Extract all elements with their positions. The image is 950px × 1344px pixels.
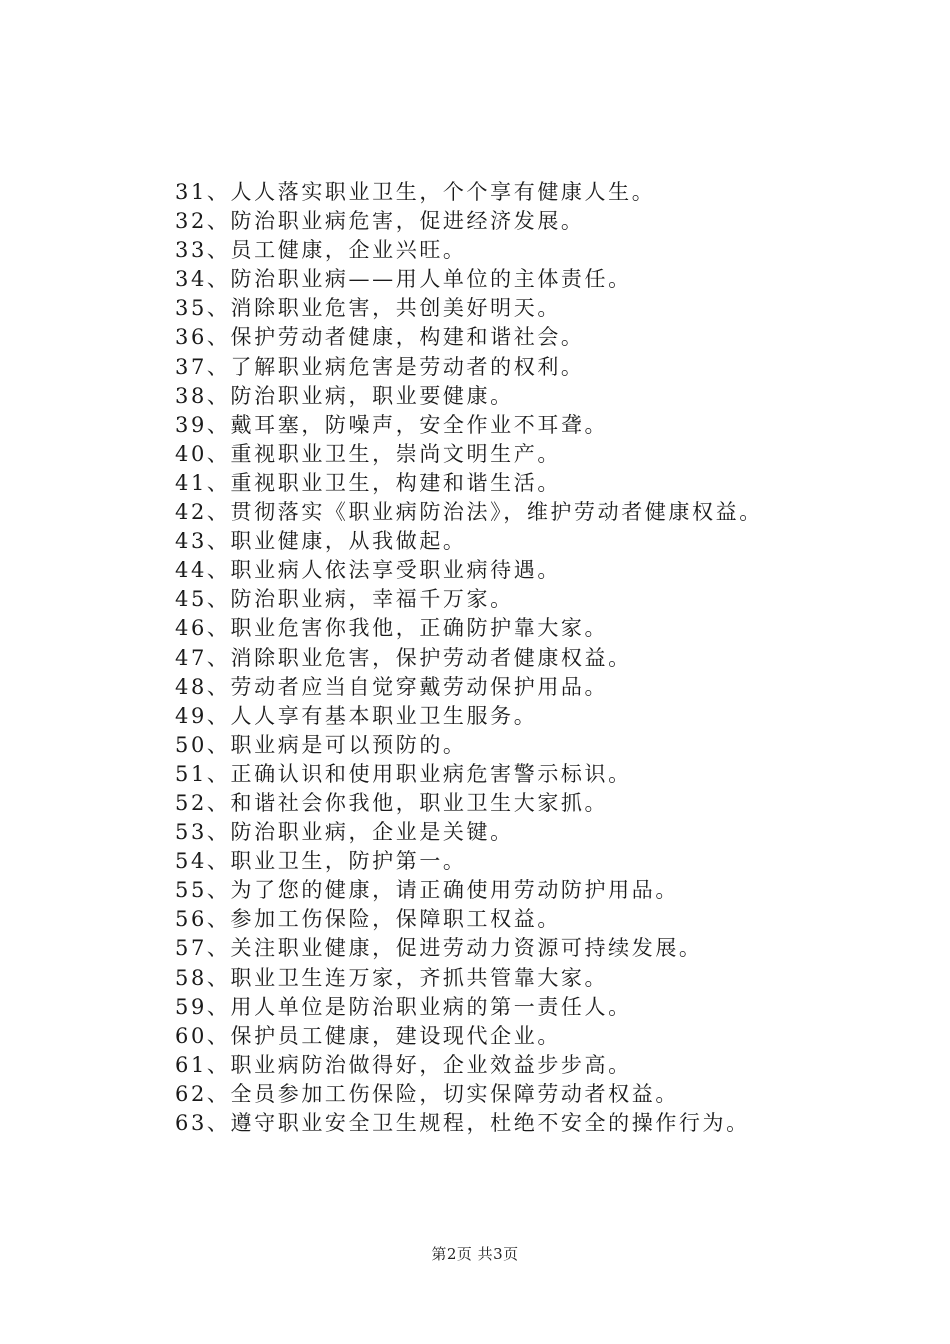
slogan-line bbox=[175, 469, 915, 498]
slogan-line bbox=[175, 207, 915, 236]
slogan-text: 45、防治职业病，幸福千万家。 bbox=[175, 587, 514, 612]
slogan-text: 33、员工健康，企业兴旺。 bbox=[175, 238, 467, 263]
slogan-text: 53、防治职业病，企业是关键。 bbox=[175, 820, 514, 845]
slogan-text: 46、职业危害你我他，正确防护靠大家。 bbox=[175, 616, 609, 641]
slogan-text: 59、用人单位是防治职业病的第一责任人。 bbox=[175, 994, 632, 1019]
slogan-text: 39、戴耳塞，防噪声，安全作业不耳聋。 bbox=[175, 412, 609, 437]
slogan-line bbox=[175, 789, 915, 818]
slogan-line bbox=[175, 440, 915, 469]
slogan-text: 48、劳动者应当自觉穿戴劳动保护用品。 bbox=[175, 674, 609, 699]
slogan-text: 54、职业卫生，防护第一。 bbox=[175, 849, 467, 874]
slogan-text: 36、保护劳动者健康，构建和谐社会。 bbox=[175, 325, 585, 350]
slogan-text: 52、和谐社会你我他，职业卫生大家抓。 bbox=[175, 790, 609, 815]
slogan-text: 42、贯彻落实《职业病防治法》，维护劳动者健康权益。 bbox=[175, 500, 763, 525]
slogan-list bbox=[175, 178, 915, 1138]
slogan-text: 60、保护员工健康，建设现代企业。 bbox=[175, 1023, 561, 1048]
slogan-line bbox=[175, 236, 915, 265]
slogan-line bbox=[175, 905, 915, 934]
slogan-text: 51、正确认识和使用职业病危害警示标识。 bbox=[175, 761, 632, 786]
slogan-text: 47、消除职业危害，保护劳动者健康权益。 bbox=[175, 645, 632, 670]
slogan-line bbox=[175, 556, 915, 585]
slogan-line bbox=[175, 527, 915, 556]
slogan-line bbox=[175, 934, 915, 963]
slogan-line bbox=[175, 1109, 915, 1138]
slogan-text: 37、了解职业病危害是劳动者的权利。 bbox=[175, 354, 585, 379]
slogan-line bbox=[175, 323, 915, 352]
slogan-text: 63、遵守职业安全卫生规程，杜绝不安全的操作行为。 bbox=[175, 1111, 750, 1135]
slogan-text: 32、防治职业病危害，促进经济发展。 bbox=[175, 209, 585, 234]
slogan-line bbox=[175, 876, 915, 905]
slogan-text: 49、人人享有基本职业卫生服务。 bbox=[175, 703, 538, 728]
slogan-line bbox=[175, 265, 915, 294]
slogan-text: 62、全员参加工伤保险，切实保障劳动者权益。 bbox=[175, 1081, 679, 1106]
slogan-line bbox=[175, 964, 915, 993]
slogan-text: 41、重视职业卫生，构建和谐生活。 bbox=[175, 470, 561, 495]
slogan-text: 31、人人落实职业卫生，个个享有健康人生。 bbox=[175, 180, 656, 204]
slogan-line bbox=[175, 411, 915, 440]
slogan-text: 56、参加工伤保险，保障职工权益。 bbox=[175, 907, 561, 932]
slogan-text: 40、重视职业卫生，崇尚文明生产。 bbox=[175, 441, 561, 466]
slogan-line bbox=[175, 847, 915, 876]
slogan-text: 44、职业病人依法享受职业病待遇。 bbox=[175, 558, 561, 583]
slogan-text: 43、职业健康，从我做起。 bbox=[175, 529, 467, 554]
slogan-line bbox=[175, 818, 915, 847]
slogan-line bbox=[175, 1022, 915, 1051]
slogan-line bbox=[175, 673, 915, 702]
slogan-line bbox=[175, 614, 915, 643]
slogan-text: 34、防治职业病——用人单位的主体责任。 bbox=[175, 267, 632, 292]
slogan-line bbox=[175, 644, 915, 673]
slogan-line bbox=[175, 585, 915, 614]
slogan-text: 38、防治职业病，职业要健康。 bbox=[175, 383, 514, 408]
slogan-text: 50、职业病是可以预防的。 bbox=[175, 732, 467, 757]
slogan-text: 58、职业卫生连万家，齐抓共管靠大家。 bbox=[175, 965, 609, 990]
slogan-line bbox=[175, 731, 915, 760]
slogan-line bbox=[175, 353, 915, 382]
slogan-line bbox=[175, 294, 915, 323]
slogan-text: 55、为了您的健康，请正确使用劳动防护用品。 bbox=[175, 878, 679, 903]
slogan-line bbox=[175, 382, 915, 411]
slogan-line bbox=[175, 178, 915, 207]
slogan-line bbox=[175, 1080, 915, 1109]
slogan-line bbox=[175, 993, 915, 1022]
slogan-line bbox=[175, 702, 915, 731]
slogan-text: 57、关注职业健康，促进劳动力资源可持续发展。 bbox=[175, 936, 703, 961]
slogan-line bbox=[175, 760, 915, 789]
slogan-text: 35、消除职业危害，共创美好明天。 bbox=[175, 296, 561, 321]
slogan-text: 61、职业病防治做得好，企业效益步步高。 bbox=[175, 1052, 632, 1077]
slogan-line bbox=[175, 498, 915, 527]
page-footer: 第2页 共3页 bbox=[431, 1245, 519, 1263]
slogan-line bbox=[175, 1051, 915, 1080]
